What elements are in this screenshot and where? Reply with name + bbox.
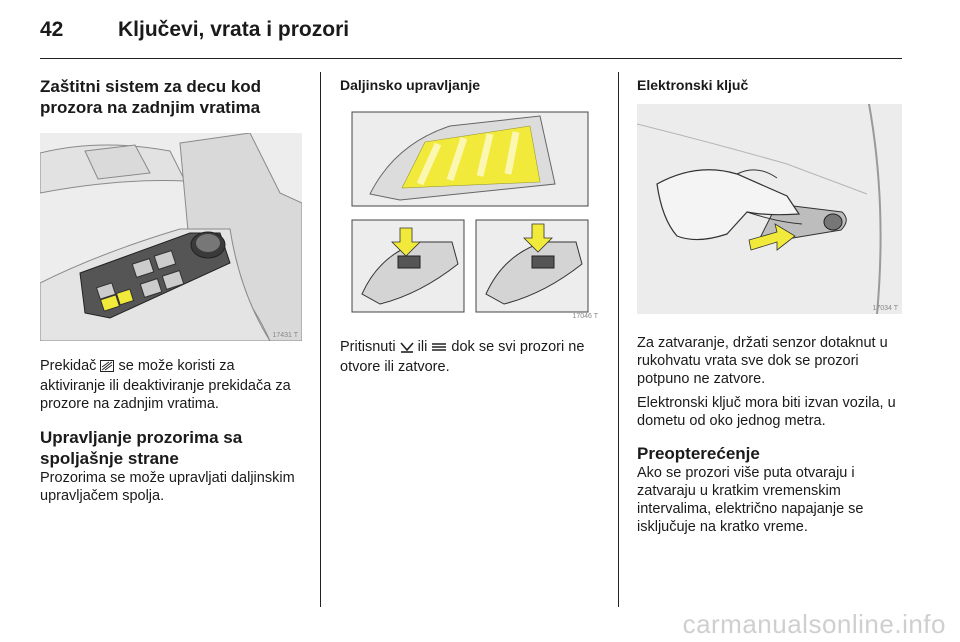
unlock-key-icon <box>431 340 447 358</box>
paragraph <box>40 357 302 413</box>
section-heading: Elektronski ključ <box>637 77 749 93</box>
paragraph-text: dok se svi prozori ne otvore ili zatvore. <box>340 339 585 375</box>
section-heading: Preopterećenje <box>637 444 760 463</box>
column-divider <box>618 72 619 607</box>
paragraph-text: se može koristi za aktiviranje ili deaktiviranje prekidača za prozore na zadnjim vratima. <box>40 358 291 412</box>
paragraph: Za zatvaranje, držati senzor dotaknut u rukohvatu vrata sve dok se prozori potpuno ne zatvore. <box>637 335 888 387</box>
window-switch-illustration <box>40 133 302 341</box>
child-lock-icon <box>100 359 114 377</box>
paragraph: Prozorima se može upravljati daljinskim upravljačem spolja. <box>40 470 295 504</box>
column-remote-control <box>340 76 602 376</box>
paragraph <box>340 338 602 376</box>
lock-key-icon <box>400 340 414 358</box>
paragraph-text: Pritisnuti <box>340 339 396 355</box>
section-heading: Zaštitni sistem za decu kod prozora na zadnjim vratima <box>40 77 262 117</box>
page-number: 42 <box>40 18 64 41</box>
section-heading: Daljinsko upravljanje <box>340 77 481 93</box>
column-child-lock <box>40 76 302 505</box>
paragraph-text: Prekidač <box>40 358 97 374</box>
column-electronic-key <box>637 76 902 536</box>
paragraph: Elektronski ključ mora biti izvan vozila, u dometu od oko jednog metra. <box>637 395 896 429</box>
paragraph-text: ili <box>417 339 428 355</box>
figure-code: 17431 T <box>272 332 298 339</box>
page-title: Ključevi, vrata i prozori <box>118 18 350 41</box>
column-divider <box>320 72 321 607</box>
door-handle-illustration <box>637 104 902 314</box>
remote-key-illustration <box>340 104 602 322</box>
header-divider <box>40 58 902 59</box>
section-heading: Upravljanje prozorima sa spoljašnje strane <box>40 428 243 468</box>
figure-code: 17046 T <box>572 313 598 320</box>
watermark: carmanualsonline.info <box>682 609 946 639</box>
figure-code: 17034 T <box>872 305 898 312</box>
paragraph: Ako se prozori više puta otvaraju i zatvaraju u kratkim vremenskim intervalima, električno napajanje se isključuje na kratko vreme. <box>637 465 864 535</box>
